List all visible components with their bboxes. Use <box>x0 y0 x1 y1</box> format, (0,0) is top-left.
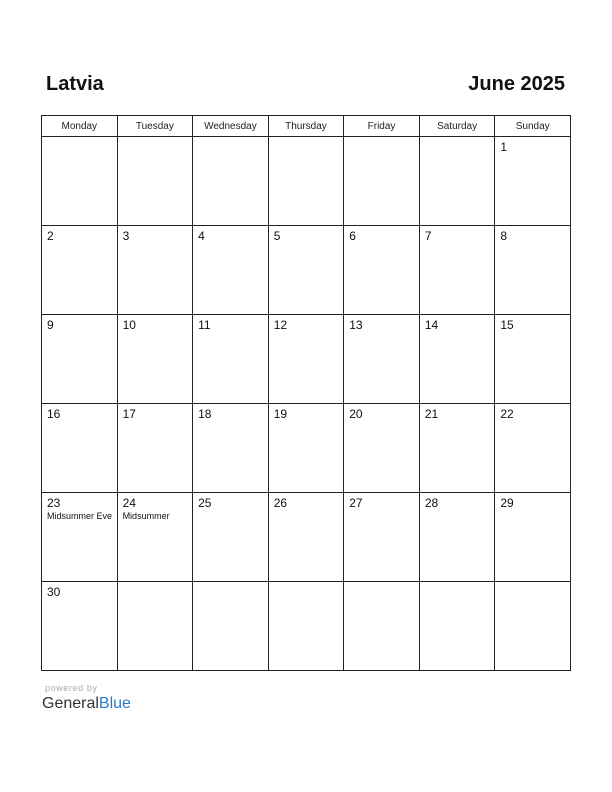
day-cell <box>419 137 495 226</box>
day-number: 14 <box>424 318 439 332</box>
holiday-label: Midsummer Eve <box>47 511 113 521</box>
week-row <box>42 493 571 582</box>
day-cell <box>344 493 420 582</box>
day-number: 7 <box>424 229 432 243</box>
day-cell <box>193 315 269 404</box>
day-number: 4 <box>198 229 205 243</box>
logo-general-text: General <box>42 695 99 712</box>
day-cell <box>42 226 118 315</box>
day-cell <box>419 315 495 404</box>
generalblue-logo <box>42 694 131 714</box>
day-cell <box>42 582 118 671</box>
calendar-grid <box>41 115 571 671</box>
day-cell <box>419 226 495 315</box>
week-row <box>42 582 571 671</box>
day-number: 21 <box>424 407 439 421</box>
day-cell <box>419 582 495 671</box>
week-row <box>42 404 571 493</box>
day-cell <box>495 315 571 404</box>
day-cell <box>268 404 344 493</box>
day-number: 12 <box>273 318 288 332</box>
day-number: 6 <box>349 229 356 243</box>
day-cell <box>193 582 269 671</box>
day-number: 30 <box>47 585 61 599</box>
day-number: 1 <box>500 140 508 154</box>
day-number: 5 <box>273 229 281 243</box>
day-cell <box>495 582 571 671</box>
day-number: 23 <box>47 496 61 510</box>
weekday-header: Thursday <box>268 116 344 137</box>
weekday-header: Wednesday <box>193 116 269 137</box>
day-cell <box>117 226 193 315</box>
day-number: 19 <box>273 407 288 421</box>
day-cell <box>268 315 344 404</box>
day-number: 2 <box>47 229 54 243</box>
day-number: 20 <box>349 407 363 421</box>
day-cell <box>42 493 118 582</box>
day-cell <box>268 226 344 315</box>
weekday-header: Friday <box>344 116 420 137</box>
weekday-header: Tuesday <box>117 116 193 137</box>
powered-by-text: powered by <box>45 683 98 693</box>
day-number: 18 <box>198 407 212 421</box>
day-cell <box>495 493 571 582</box>
weekday-header-row <box>42 116 571 137</box>
day-cell <box>42 137 118 226</box>
day-cell <box>193 137 269 226</box>
day-cell <box>193 493 269 582</box>
week-row <box>42 137 571 226</box>
day-number: 9 <box>47 318 54 332</box>
day-cell <box>268 137 344 226</box>
day-number: 13 <box>349 318 363 332</box>
day-cell <box>495 137 571 226</box>
day-number: 24 <box>122 496 136 510</box>
day-number: 27 <box>349 496 363 510</box>
day-cell <box>42 315 118 404</box>
country-title: Latvia <box>46 73 104 95</box>
day-cell <box>117 493 193 582</box>
day-number: 26 <box>273 496 288 510</box>
day-cell <box>419 404 495 493</box>
week-row <box>42 226 571 315</box>
brand-footer <box>42 683 131 714</box>
day-cell <box>268 582 344 671</box>
day-cell <box>42 404 118 493</box>
day-cell <box>344 404 420 493</box>
day-cell <box>495 226 571 315</box>
day-cell <box>419 493 495 582</box>
day-number: 16 <box>47 407 61 421</box>
day-number: 15 <box>500 318 514 332</box>
day-cell <box>193 226 269 315</box>
month-year-title: June 2025 <box>468 73 565 95</box>
day-cell <box>193 404 269 493</box>
day-cell <box>117 404 193 493</box>
day-cell <box>344 315 420 404</box>
logo-blue-text: Blue <box>98 695 131 712</box>
day-number: 29 <box>500 496 514 510</box>
day-number: 3 <box>122 229 130 243</box>
day-number: 8 <box>500 229 508 243</box>
day-number: 10 <box>122 318 136 332</box>
week-row <box>42 315 571 404</box>
holiday-label: Midsummer <box>122 511 170 521</box>
weekday-header: Saturday <box>419 116 495 137</box>
day-cell <box>344 226 420 315</box>
day-cell <box>117 582 193 671</box>
day-number: 25 <box>198 496 212 510</box>
day-number: 22 <box>500 407 514 421</box>
weekday-header: Sunday <box>495 116 571 137</box>
day-number: 11 <box>198 318 211 332</box>
day-cell <box>117 315 193 404</box>
weekday-header: Monday <box>42 116 118 137</box>
day-number: 17 <box>122 407 136 421</box>
day-cell <box>344 137 420 226</box>
day-cell <box>344 582 420 671</box>
day-cell <box>495 404 571 493</box>
day-cell <box>268 493 344 582</box>
day-number: 28 <box>424 496 439 510</box>
day-cell <box>117 137 193 226</box>
